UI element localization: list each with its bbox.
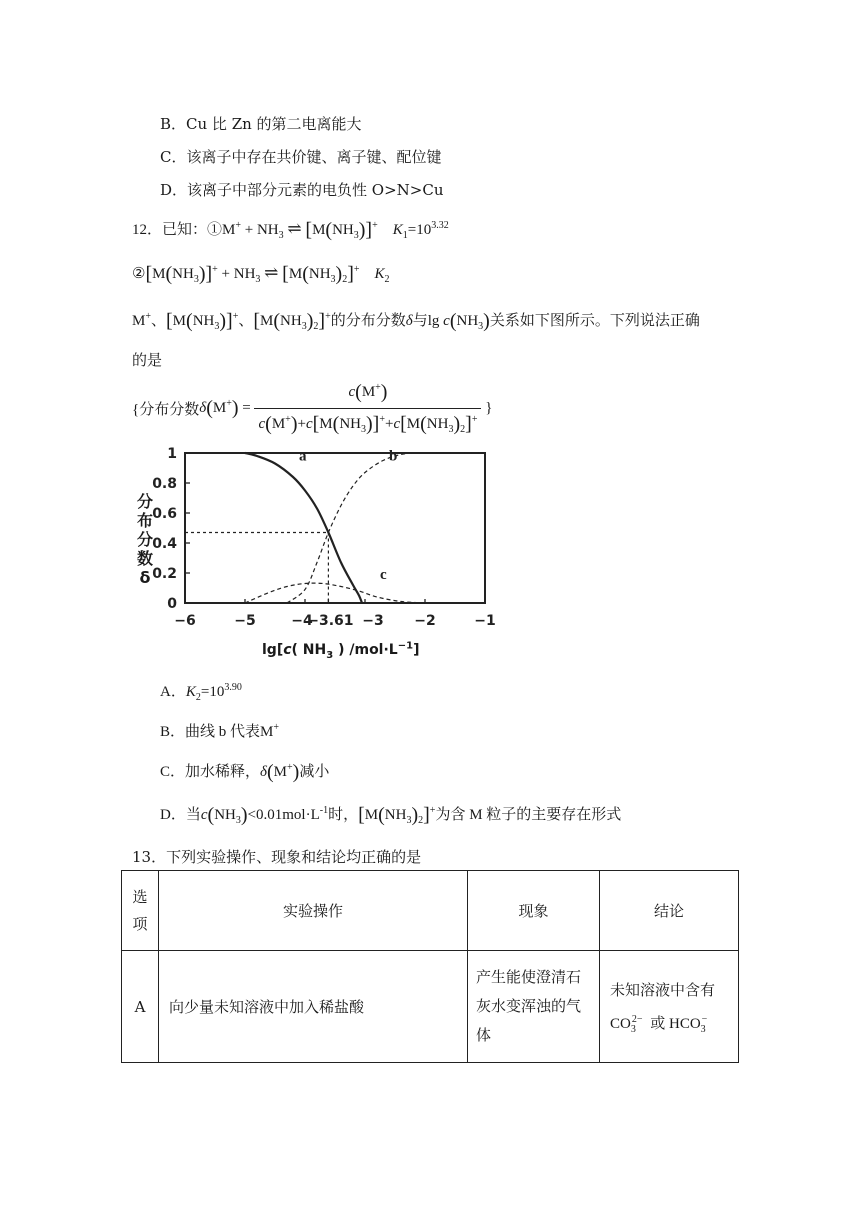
q13-title: 13．下列实验操作、现象和结论均正确的是 (132, 848, 422, 866)
q12-option-a: A．$K_2=10^{3.90}$ (160, 682, 242, 703)
row-phenomenon: 产生能使澄清石灰水变浑浊的气体 (468, 951, 600, 1063)
q12-formula: {分布分数δ(M+) = $\frac{c(M^+)}{c(M^+)+c[M(NH_3)]^++c[M(NH_3)_2]^+}$ } (132, 381, 493, 435)
x-label-part: 3 (326, 649, 334, 661)
x-label-part: ] (413, 642, 420, 658)
x-tick-label: −5 (234, 613, 256, 629)
q13-table (121, 870, 739, 1063)
chart-x-label (262, 640, 420, 661)
y-label-char: 数 (136, 549, 153, 568)
q12-option-c: C．加水稀释，δ(M+)减小 (160, 761, 330, 783)
series-c-line (245, 583, 425, 603)
row-conclusion: 未知溶液中含有 $CO_3^{2-}$ 或 $HCO_3^-$ (600, 951, 739, 1063)
table-row (122, 951, 739, 1063)
x-tick-label: −3.61 (307, 613, 354, 629)
x-label-part: lg[ (262, 642, 284, 658)
distribution-chart (130, 440, 510, 670)
x-label-part: c (283, 642, 292, 658)
y-label-char: 布 (136, 511, 153, 530)
header-phenomenon: 现象 (468, 871, 600, 951)
row-option: A (122, 951, 159, 1063)
q11-option-b: B．Cu 比 Zn 的第二电离能大 (160, 115, 362, 133)
q12-option-d: D．当$c(NH_3)<0.01mol\cdot L^{-1}$时，$[M(NH_3)_2]^+$为含 M 粒子的主要存在形式 (160, 804, 622, 826)
y-label-char: 分 (136, 492, 153, 511)
y-tick-label: 0.8 (152, 476, 177, 492)
x-label-part: ) /mol·L (333, 642, 398, 658)
q12-stem-line2: 的是 (132, 351, 163, 369)
q12-equation-2: $②[M(NH_3)]^+ + NH_3$ ⇌ $[M(NH_3)_2]^+$ $K_2$ (132, 263, 390, 285)
q12-equation-1: 12．已知：①M+ + $NH_3$ ⇌ $[M(NH_3)]^+$ $K_1=10^{3.32}$ (132, 219, 449, 241)
series-a-label: a (299, 448, 307, 465)
x-tick-label: −1 (474, 613, 496, 629)
q11-option-c: C．该离子中存在共价键、离子键、配位键 (160, 148, 442, 166)
chart-svg (130, 440, 510, 670)
y-tick-label: 0.4 (152, 536, 177, 552)
y-tick-label: 0.2 (152, 566, 177, 582)
header-conclusion: 结论 (600, 871, 739, 951)
series-c-label: c (380, 567, 387, 583)
plot-frame (185, 453, 485, 603)
table-header-row (122, 871, 739, 951)
y-tick-label: 0.6 (152, 506, 177, 522)
x-label-part: ( NH (291, 642, 327, 658)
x-tick-label: −4 (291, 613, 313, 629)
y-tick-label: 0 (167, 596, 177, 612)
header-option: 选项 (122, 871, 159, 951)
row-operation: 向少量未知溶液中加入稀盐酸 (159, 951, 468, 1063)
series-a-line (245, 453, 362, 603)
x-tick-label: −2 (414, 613, 436, 629)
header-operation: 实验操作 (159, 871, 468, 951)
q12-stem: M+、$[M(NH_3)]^+$、$[M(NH_3)_2]^+$的分布分数δ与$\lg c(NH_3)$关系如下图所示。下列说法正确 (132, 310, 700, 332)
x-label-part: −1 (397, 640, 414, 652)
chart-y-label (135, 492, 155, 587)
q11-option-d: D．该离子中部分元素的电负性 O>N>Cu (160, 181, 444, 199)
series-b-label: b (389, 448, 398, 465)
y-label-char: δ (139, 568, 151, 587)
y-tick-label: 1 (167, 446, 177, 462)
q12-option-b: B．曲线 b 代表M+ (160, 722, 279, 740)
y-label-char: 分 (136, 530, 153, 549)
x-tick-label: −3 (362, 613, 384, 629)
x-tick-label: −6 (174, 613, 196, 629)
